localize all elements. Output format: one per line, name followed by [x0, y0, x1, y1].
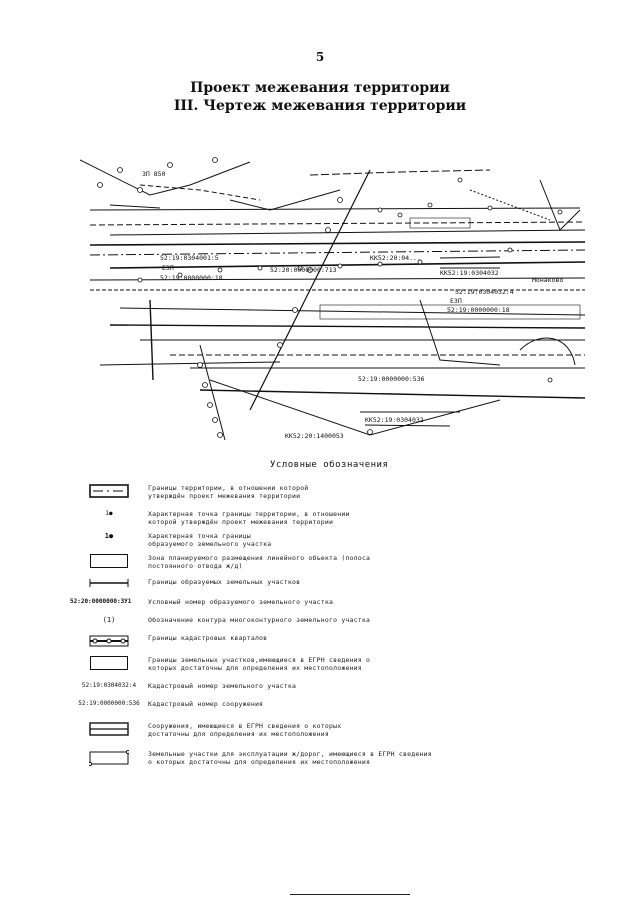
legend-item — [70, 510, 610, 526]
legend-text: Земельные участки для эксплуатации ж/дорог, имеющиеся в ЕГРН сведения о которых достаточны для определения их местоположения — [148, 750, 432, 766]
page-subtitle: III. Чертеж межевания территории — [173, 98, 467, 114]
legend-item — [70, 616, 610, 624]
survey-map — [80, 150, 590, 445]
map-label-ezp-b: ЕЗП — [450, 297, 462, 305]
legend-item — [70, 578, 610, 588]
legend-item — [70, 722, 610, 738]
page-number: 5 — [315, 50, 325, 64]
map-label-parcel-c: 52:20:0000000:713 — [270, 266, 337, 274]
legend-text: Характерная точка границы территории, в отношении которой утверждён проект межевания территории — [148, 510, 350, 526]
legend-item — [70, 682, 610, 690]
map-label-kk-bottom1: КК52:19:0304032 — [365, 416, 424, 424]
map-label-parcel-f: 52:19:0000000:536 — [358, 375, 425, 383]
legend-symbol-text: 1● — [104, 532, 114, 540]
parcel-border-icon — [89, 578, 129, 588]
map-label-kk-top2: КК52:19:0304032 — [440, 269, 499, 277]
legend-item — [70, 554, 610, 570]
legend-symbol-text: (1) — [102, 616, 116, 624]
legend-item — [70, 532, 610, 548]
structure-icon — [89, 722, 129, 736]
legend-symbol-text: 52:19:0000000:536 — [78, 700, 140, 707]
map-label-parcel-b: 52:19:0000000:18 — [160, 274, 223, 282]
legend-text: Обозначение контура многоконтурного земельного участка — [148, 616, 371, 624]
legend-text: Границы территории, в отношении которой утверждён проект межевания территории — [148, 484, 309, 500]
map-label-parcel-a: 52:19:0304001:5 — [160, 254, 219, 262]
legend-text: Кадастровый номер земельного участка — [148, 682, 297, 690]
legend-item — [70, 484, 610, 500]
map-label-top-left: ЗП 850 — [142, 170, 166, 178]
legend-item — [70, 598, 610, 606]
legend-text: Сооружения, имеющиеся в ЕГРН сведения о которых достаточны для определения их местоположения — [148, 722, 342, 738]
legend-text: Условный номер образуемого земельного участка — [148, 598, 334, 606]
legend-item — [70, 700, 610, 708]
map-label-ezp-a: ЕЗП — [162, 264, 174, 272]
legend-symbol-text: 52:19:0304032:4 — [81, 682, 137, 689]
page-title: Проект межевания территории — [190, 80, 450, 96]
map-label-kk-top1: КК52:20:04... — [370, 254, 421, 262]
legend-text: Границы кадастровых кварталов — [148, 634, 268, 642]
cadastral-quarter-icon — [89, 634, 129, 648]
territory-border-icon — [89, 484, 129, 498]
legend-item — [70, 656, 610, 672]
egrn-parcel-icon — [90, 656, 128, 670]
legend-symbol-text: 52:20:0000000:ЗУ1 — [70, 598, 132, 605]
map-label-kk-bottom2: КК52:20:1400053 — [285, 432, 344, 440]
legend-text: Границы образуемых земельных участков — [148, 578, 301, 586]
zone-box-icon — [90, 554, 128, 568]
railway-parcel-icon — [89, 750, 129, 766]
legend-text: Границы земельных участков,имеющиеся в ЕГРН сведения о которых достаточны для определения их местоположения — [148, 656, 371, 672]
legend — [70, 478, 610, 766]
legend-item — [70, 634, 610, 648]
map-label-parcel-d: 52:19:0304032:4 — [455, 288, 514, 296]
legend-text: Зона планируемого размещения линейного объекта (полоса постоянного отвода ж/д) — [148, 554, 371, 570]
legend-symbol — [70, 484, 148, 498]
legend-symbol-text: 1● — [105, 510, 113, 517]
map-label-parcel-e: 52:19:0000000:18 — [447, 306, 510, 314]
legend-item — [70, 750, 610, 766]
map-label-place: Монаково — [532, 276, 564, 284]
scan-artifact-line — [290, 894, 410, 895]
legend-text: Кадастровый номер сооружения — [148, 700, 264, 708]
legend-title: Условные обозначения — [270, 460, 389, 470]
legend-text: Характерная точка границы образуемого земельного участка — [148, 532, 272, 548]
